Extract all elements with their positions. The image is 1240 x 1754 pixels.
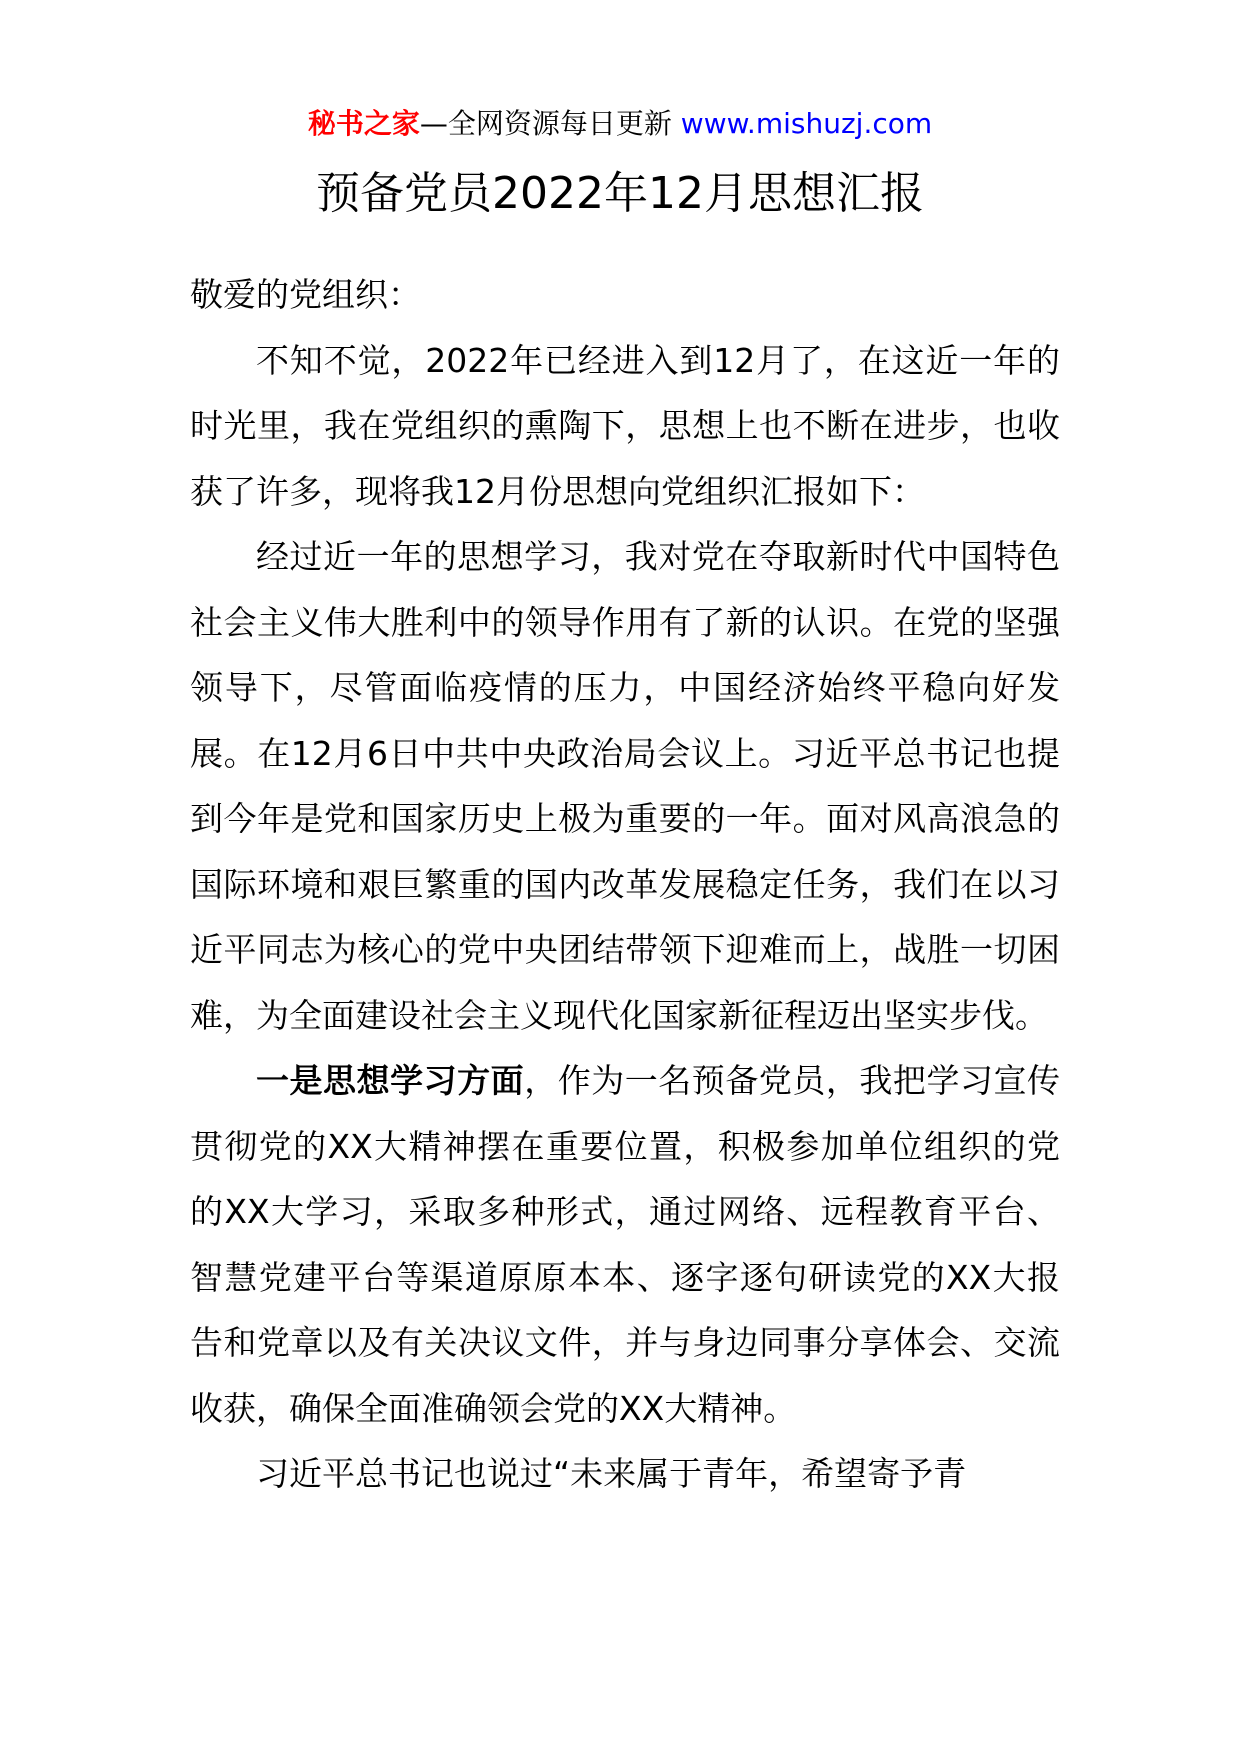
- header-tagline: —全网资源每日更新: [419, 107, 672, 140]
- brand-name: 秘书之家: [307, 107, 420, 140]
- document-title: 预备党员2022年12月思想汇报: [316, 168, 924, 219]
- paragraph-lead: 一是思想学习方面: [256, 1061, 525, 1100]
- paragraph: 习近平总书记也说过“未来属于青年，希望寄予青: [256, 1454, 967, 1493]
- paragraph: [190, 1048, 1060, 1441]
- document-body: [190, 262, 1060, 1507]
- paragraph: 经过近一年的思想学习，我对党在夺取新时代中国特色社会主义伟大胜利中的领导作用有了新的认识。在党的坚强领导下，尽管面临疫情的压力，中国经济始终平稳向好发展。在12月6日中共中央政治局会议上。习近平总书记也提到今年是党和国家历史上极为重要的一年。面对风高浪急的国际环境和艰巨繁重的国内改革发展稳定任务，我们在以习近平同志为核心的党中央团结带领下迎难而上，战胜一切困难，为全面建设社会主义现代化国家新征程迈出坚实步伐。: [190, 537, 1060, 1035]
- paragraph-text: ，作为一名预备党员，我把学习宣传贯彻党的XX大精神摆在重要位置，积极参加单位组织的党的XX大学习，采取多种形式，通过网络、远程教育平台、智慧党建平台等渠道原原本本、逐字逐句研读党的XX大报告和党章以及有关决议文件，并与身边同事分享体会、交流收获，确保全面准确领会党的XX大精神。: [190, 1061, 1061, 1428]
- salutation: 敬爱的党组织：: [190, 275, 421, 314]
- site-header: [0, 104, 1240, 144]
- site-url[interactable]: www.mishuzj.com: [680, 107, 933, 140]
- paragraph: 不知不觉，2022年已经进入到12月了，在这近一年的时光里，我在党组织的熏陶下，思想上也不断在进步，也收获了许多，现将我12月份思想向党组织汇报如下：: [190, 340, 1060, 511]
